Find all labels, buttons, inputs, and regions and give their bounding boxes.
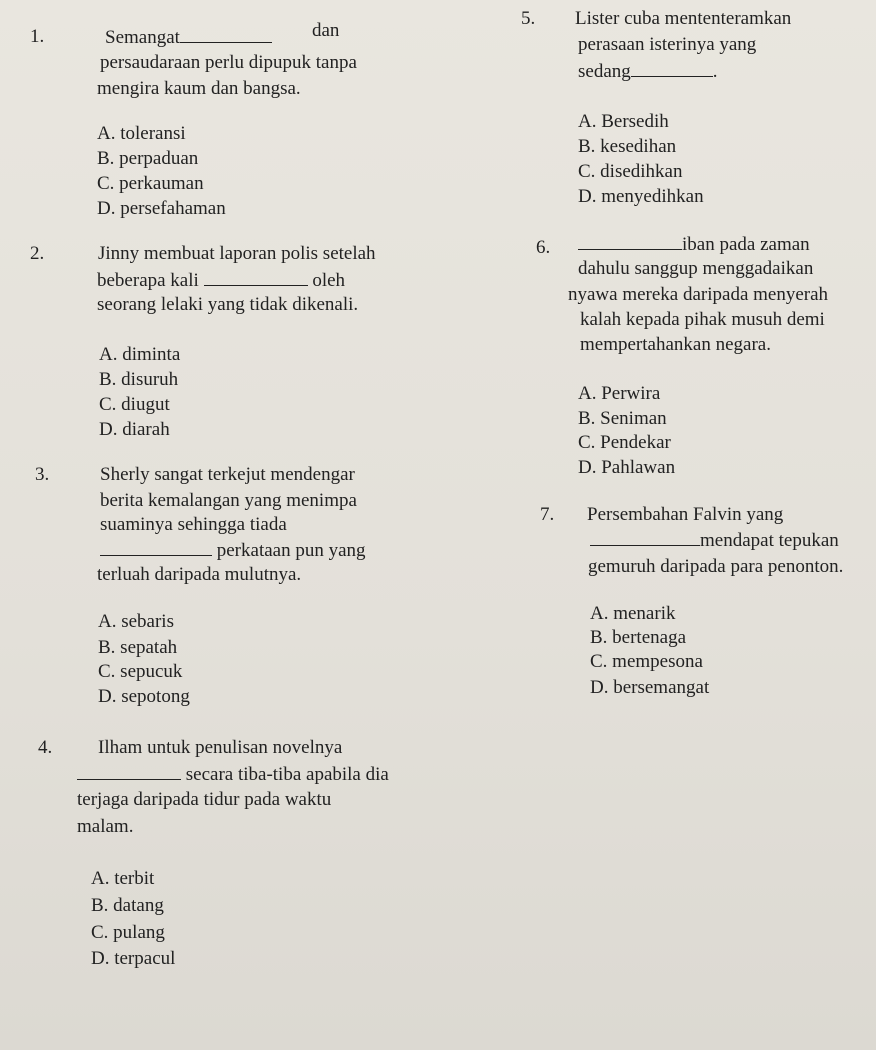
question-text-part: sedang (578, 61, 631, 82)
option-d[interactable]: D. menyedihkan (578, 186, 704, 207)
question-text (77, 763, 389, 786)
question-text: terluah daripada mulutnya. (97, 564, 302, 585)
option-c[interactable]: C. sepucuk (98, 661, 183, 682)
question-text (105, 26, 272, 49)
option-a[interactable]: A. sebaris (98, 611, 174, 632)
option-b[interactable]: B. kesedihan (578, 136, 677, 157)
answer-blank[interactable] (590, 529, 700, 546)
question-text-part: dan (312, 20, 340, 41)
option-b[interactable]: B. disuruh (99, 369, 179, 390)
option-c[interactable]: C. diugut (99, 394, 170, 415)
question-text: malam. (77, 816, 134, 837)
question-number: 5. (521, 8, 536, 29)
question-text: Persembahan Falvin yang (587, 504, 784, 525)
option-c[interactable]: C. disedihkan (578, 161, 683, 182)
question-text (97, 269, 345, 292)
option-c[interactable]: C. pulang (91, 922, 165, 943)
question-text-part: iban pada zaman (682, 234, 810, 255)
question-number: 6. (536, 237, 551, 258)
option-d[interactable]: D. terpacul (91, 948, 176, 969)
answer-blank[interactable] (100, 539, 212, 556)
option-a[interactable]: A. toleransi (97, 123, 186, 144)
question-text: mengira kaum dan bangsa. (97, 78, 301, 99)
question-number: 1. (30, 26, 45, 47)
question-text-part: perkataan pun yang (216, 540, 366, 561)
question-text: seorang lelaki yang tidak dikenali. (97, 294, 359, 315)
question-number: 4. (38, 737, 53, 758)
answer-blank[interactable] (204, 269, 308, 286)
option-b[interactable]: B. Seniman (578, 408, 667, 429)
option-a[interactable]: A. menarik (590, 603, 676, 624)
option-b[interactable]: B. datang (91, 895, 164, 916)
option-a[interactable]: A. Bersedih (578, 111, 669, 132)
option-d[interactable]: D. Pahlawan (578, 457, 676, 478)
question-text: berita kemalangan yang menimpa (100, 490, 357, 511)
option-a[interactable]: A. diminta (99, 344, 181, 365)
question-text: suaminya sehingga tiada (100, 514, 287, 535)
option-b[interactable]: B. perpaduan (97, 148, 199, 169)
option-c[interactable]: C. Pendekar (578, 432, 671, 453)
question-number: 7. (540, 504, 555, 525)
question-number: 3. (35, 464, 50, 485)
question-text: sedang . (578, 61, 718, 82)
question-text (100, 539, 366, 562)
option-c[interactable]: C. mempesona (590, 651, 703, 672)
option-b[interactable]: B. bertenaga (590, 627, 687, 648)
question-text: terjaga daripada tidur pada waktu (77, 789, 332, 810)
question-text: nyawa mereka daripada menyerah (568, 284, 829, 305)
option-c[interactable]: C. perkauman (97, 173, 204, 194)
option-d[interactable]: D. persefahaman (97, 198, 226, 219)
question-text: dahulu sanggup menggadaikan (578, 258, 814, 279)
question-text (590, 529, 839, 552)
option-d[interactable]: D. diarah (99, 419, 170, 440)
question-text-part: Semangat (105, 27, 180, 48)
question-text: persaudaraan perlu dipupuk tanpa (100, 52, 357, 73)
question-text-part: oleh (312, 270, 346, 291)
option-d[interactable]: D. bersemangat (590, 677, 710, 698)
question-text: gemuruh daripada para penonton. (588, 556, 844, 577)
question-text-part: mendapat tepukan (700, 530, 839, 551)
question-text: mempertahankan negara. (580, 334, 771, 355)
question-text: perasaan isterinya yang (578, 34, 757, 55)
answer-blank[interactable] (631, 60, 713, 77)
question-text: Jinny membuat laporan polis setelah (98, 243, 376, 264)
answer-blank[interactable] (77, 763, 181, 780)
question-text (578, 233, 810, 256)
question-text-part: secara tiba-tiba apabila dia (185, 764, 389, 785)
option-a[interactable]: A. terbit (91, 868, 155, 889)
question-number: 2. (30, 243, 45, 264)
answer-blank[interactable] (180, 26, 272, 43)
question-text: kalah kepada pihak musuh demi (580, 309, 825, 330)
question-text-part: beberapa kali (97, 270, 199, 291)
question-text: Lister cuba mententeramkan (575, 8, 792, 29)
question-text: Sherly sangat terkejut mendengar (100, 464, 355, 485)
answer-blank[interactable] (578, 233, 682, 250)
option-a[interactable]: A. Perwira (578, 383, 661, 404)
question-text: Ilham untuk penulisan novelnya (98, 737, 343, 758)
option-d[interactable]: D. sepotong (98, 686, 190, 707)
option-b[interactable]: B. sepatah (98, 637, 178, 658)
